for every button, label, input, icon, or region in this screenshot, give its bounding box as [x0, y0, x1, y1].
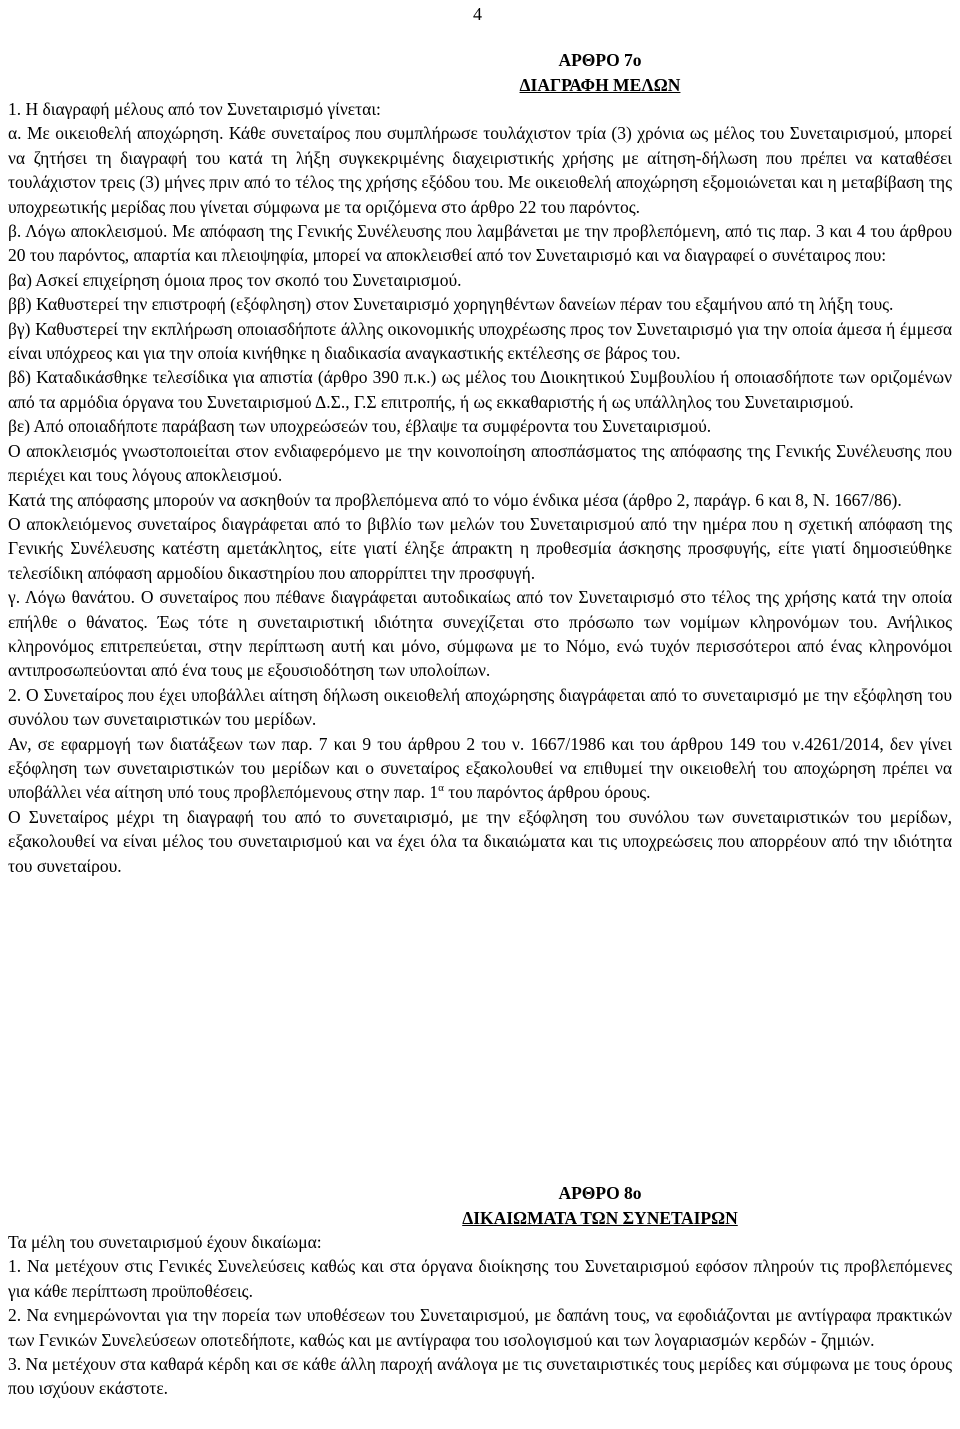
paragraph: 2. Ο Συνεταίρος που έχει υποβάλλει αίτηση δήλωση οικειοθελή αποχώρησης διαγράφεται από το συνεταιρισμό με την εξόφληση του συνόλου των συνεταιριστικών του μερίδων. [8, 684, 952, 730]
article-8-subtitle: ΔΙΚΑΙΩΜΑΤΑ ΤΩΝ ΣΥΝΕΤΑΙΡΩΝ [462, 1208, 738, 1228]
paragraph-label: β. Λόγω αποκλεισμού. [8, 221, 168, 242]
paragraph: βε) Από οποιαδήποτε παράβαση των υποχρεώσεών του, έβλαψε τα συμφέροντα του Συνεταιρισμού. [8, 416, 712, 437]
paragraph: γ. Λόγω θανάτου. Ο συνεταίρος που πέθανε διαγράφεται αυτοδικαίως από τον Συνεταιρισμό στο τέλος της χρήσης κατά την οποία επήλθε ο θάνατος. Έως τότε η συνεταιριστική ιδιότητα συνεχίζεται στο πρόσωπο των νομίμων κληρονόμων του. Ανήλικος κληρονόμος επιτρεπεύεται, στην περίπτωση αυτή και μόνο, σύμφωνα με το Νόμο, ενώ τυχόν περισσότεροι από ένας κληρονόμοι αντιπροσωπεύονται από ένα τους με εξουσιοδότηση των υπολοίπων. [8, 587, 952, 681]
paragraph: βγ) Καθυστερεί την εκπλήρωση οποιασδήποτε άλλης οικονομικής υποχρέωσης προς τον Συνεταιρισμό για την οποία άμεσα ή έμμεσα είναι υπόχρεος και για την οποία κινήθηκε η διαδικασία αναγκαστικής εκτέλεσης σε βάρος του. [8, 318, 952, 364]
superscript: α [438, 782, 444, 795]
page-number: 4 [473, 4, 482, 24]
paragraph [8, 732, 952, 805]
paragraph [8, 219, 952, 268]
paragraph: 1. Να μετέχουν στις Γενικές Συνελεύσεις καθώς και στα όργανα διοίκησης του Συνεταιρισμού εφόσον πληρούν τις προβλεπόμενες για κάθε περίπτωση προϋποθέσεις. [8, 1256, 952, 1301]
paragraph: Ο αποκλεισμός γνωστοποιείται στον ενδιαφερόμενο με την κοινοποίηση αποσπάσματος της απόφασης της Γενικής Συνέλευσης που περιέχει και τους λόγους αποκλεισμού. [8, 440, 952, 486]
paragraph: α. Με οικειοθελή αποχώρηση. Κάθε συνεταίρος που συμπλήρωσε τουλάχιστον τρία (3) χρόνια ως μέλος του Συνεταιρισμού, μπορεί να ζητήσει τη διαγραφή του κατά τη λήξη συγκεκριμένης διαχειριστικής χρήσης με αίτηση-δήλωση που πρέπει να καταθέσει τουλάχιστον τρεις (3) μήνες πριν από το τέλος της χρήσης εξόδου του. Με οικειοθελή αποχώρηση εξομοιώνεται και η μεταβίβαση της υποχρεωτικής μερίδας που γίνεται σύμφωνα με τα οριζόμενα στο άρθρο 22 του παρόντος. [8, 123, 952, 217]
paragraph-text: του παρόντος άρθρου όρους. [443, 782, 651, 803]
paragraph: Τα μέλη του συνεταιρισμού έχουν δικαίωμα: [8, 1232, 322, 1252]
paragraph: βα) Ασκεί επιχείρηση όμοια προς τον σκοπό του Συνεταιρισμού. [8, 269, 462, 290]
paragraph-text: Με απόφαση της Γενικής Συνέλευσης που λαμβάνεται με την προβλεπόμενη, από τις παρ. 3 και 4 του άρθρου 20 του παρόντος, απαρτία και πλειοψηφία, μπορεί να αποκλεισθεί από τον Συνεταιρισμό και να διαγραφεί ο συνέταιρος που: [8, 221, 952, 266]
paragraph: ββ) Καθυστερεί την επιστροφή (εξόφληση) στον Συνεταιρισμό χορηγηθέντων δανείων πέραν του εξαμήνου από τη λήξη τους. [8, 294, 894, 315]
paragraph-text: Αν, σε εφαρμογή των διατάξεων των παρ. 7 και 9 του άρθρου 2 του ν. 1667/1986 και του άρθρου 149 του ν.4261/2014, δεν γίνει εξόφληση των συνεταιριστικών του μερίδων και ο συνεταίρος εξακολουθεί να επιθυμεί την οικειοθελή του αποχώρηση πρέπει να υποβάλλει νέα αίτηση υπό τους προβλεπόμενους στην παρ. 1 [8, 733, 952, 803]
paragraph: 1. Η διαγραφή μέλους από τον Συνεταιρισμό γίνεται: [8, 99, 381, 119]
article-7-title: ΑΡΘΡΟ 7ο [558, 50, 642, 70]
paragraph: Ο αποκλειόμενος συνεταίρος διαγράφεται από το βιβλίο των μελών του Συνεταιρισμού από την ημέρα που η σχετική απόφαση της Γενικής Συνέλευσης κατέστη αμετάκλητος, είτε γιατί έληξε άπρακτη η προθεσμία άσκησης προσφυγής, είτε γιατί δημοσιεύθηκε τελεσίδικη απόφαση αρμοδίου δικαστηρίου που απορρίπτει την προσφυγή. [8, 513, 952, 583]
article-8-title: ΑΡΘΡΟ 8ο [558, 1183, 642, 1203]
article-7-body [8, 97, 952, 878]
paragraph: 2. Να ενημερώνονται για την πορεία των υποθέσεων του Συνεταιρισμού, με δαπάνη τους, να εφοδιάζονται με αντίγραφα πρακτικών των Γενικών Συνελεύσεων οποτεδήποτε, καθώς και με αντίγραφα του ισολογισμού και των λογαριασμών κερδών - ζημιών. [8, 1305, 952, 1350]
paragraph: Ο Συνεταίρος μέχρι τη διαγραφή του από το συνεταιρισμό, με την εξόφληση του συνόλου των συνεταιριστικών του μερίδων, εξακολουθεί να είναι μέλος του συνεταιρισμού και να έχει όλα τα δικαιώματα και τις υποχρεώσεις που απορρέουν από την ιδιότητα του συνεταίρου. [8, 806, 952, 876]
paragraph: βδ) Καταδικάσθηκε τελεσίδικα για απιστία (άρθρο 390 π.κ.) ως μέλος του Διοικητικού Συμβουλίου ή οποιασδήποτε των οριζομένων από τα αρμόδια όργανα του Συνεταιρισμού Δ.Σ., Γ.Σ επιτροπής, ή ως εκκαθαριστής ή ως υπάλληλος του Συνεταιρισμού. [8, 367, 952, 412]
article-7-subtitle: ΔΙΑΓΡΑΦΗ ΜΕΛΩΝ [519, 75, 681, 95]
paragraph: Κατά της απόφασης μπορούν να ασκηθούν τα προβλεπόμενα από το νόμο ένδικα μέσα (άρθρο 2, παράγρ. 6 και 8, Ν. 1667/86). [8, 489, 902, 510]
paragraph: 3. Να μετέχουν στα καθαρά κέρδη και σε κάθε άλλη παροχή ανάλογα με τις συνεταιριστικές τους μερίδες και σύμφωνα με τους όρους που ισχύουν εκάστοτε. [8, 1354, 952, 1399]
article-8-body [8, 1230, 952, 1401]
